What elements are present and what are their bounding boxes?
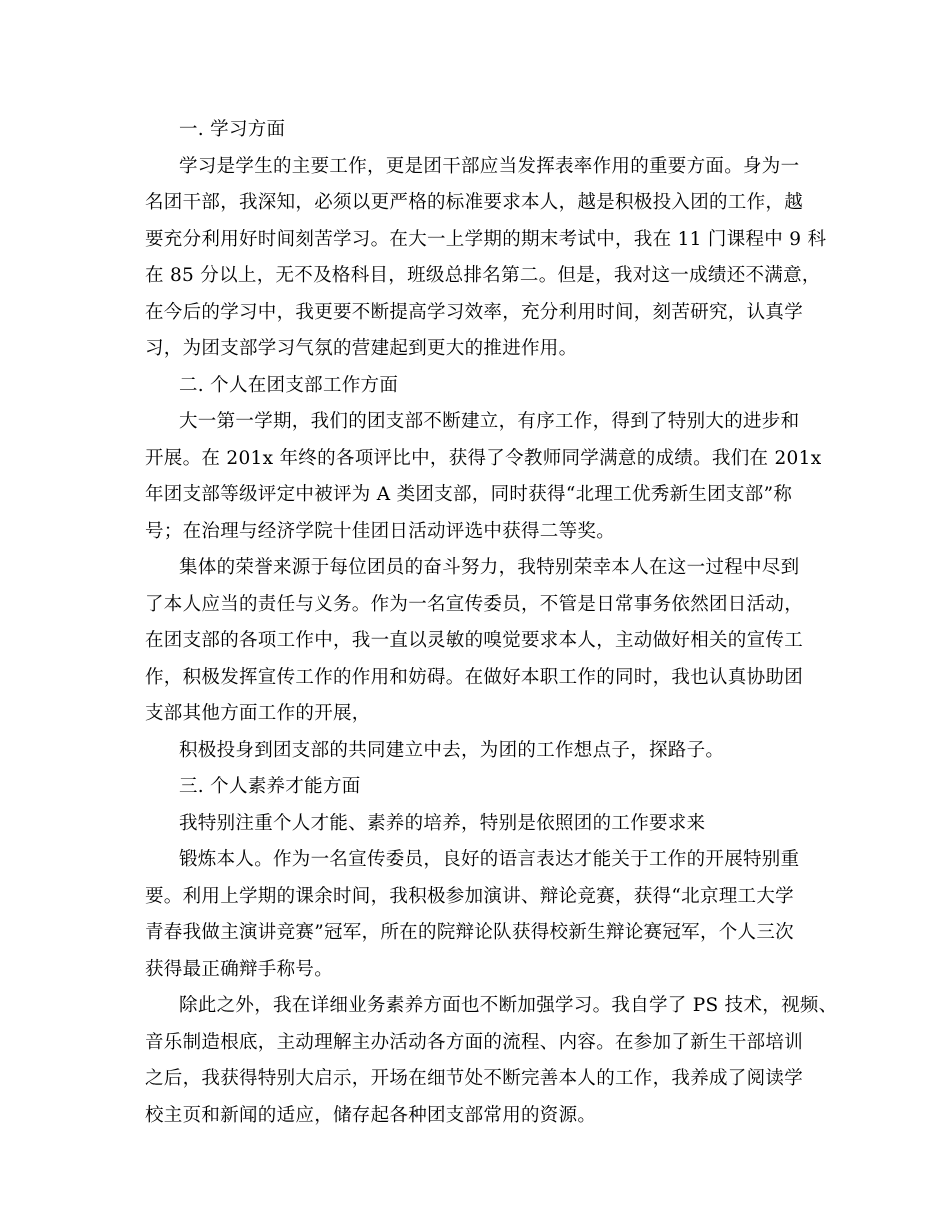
text-line: 在今后的学习中，我更要不断提高学习效率，充分利用时间，刻苦研究，认真学 (145, 301, 804, 323)
text-line: 我特别注重个人才能、素养的培养，特别是依照团的工作要求来 (179, 812, 706, 834)
text-line: 音乐制造根底，主动理解主办活动各方面的流程、内容。在参加了新生干部培训 (145, 1031, 804, 1053)
text-line: 要。利用上学期的课余时间，我积极参加演讲、辩论竞赛，获得“北京理工大学 (145, 885, 794, 907)
text-line: 三. 个人素养才能方面 (179, 776, 361, 797)
text-line: 集体的荣誉来源于每位团员的奋斗努力，我特别荣幸本人在这一过程中尽到 (179, 557, 800, 578)
text-line: 之后，我获得特别大启示，开场在细节处不断完善本人的工作，我养成了阅读学 (145, 1068, 804, 1089)
text-line: 积极投身到团支部的共同建立中去，为团的工作想点子，探路子。 (179, 739, 725, 761)
text-line: 一. 学习方面 (179, 119, 286, 140)
text-line: 习，为团支部学习气氛的营建起到更大的推进作用。 (145, 338, 578, 359)
text-line: 校主页和新闻的适应，储存起各种团支部常用的资源。 (145, 1104, 597, 1126)
text-line: 学习是学生的主要工作，更是团干部应当发挥表率作用的重要方面。身为一 (179, 155, 800, 177)
text-line: 在团支部的各项工作中，我一直以灵敏的嗅觉要求本人，主动做好相关的宣传工 (145, 630, 804, 651)
text-line: 了本人应当的责任与义务。作为一名宣传委员，不管是日常事务依然团日活动， (145, 593, 804, 615)
text-line: 获得最正确辩手称号。 (145, 958, 334, 980)
text-line: 开展。在 201x 年终的各项评比中，获得了令教师同学满意的成绩。我们在 201x (145, 447, 822, 469)
text-line: 在 85 分以上，无不及格科目，班级总排名第二。但是，我对这一成绩还不满意， (145, 265, 821, 286)
text-line: 大一第一学期，我们的团支部不断建立，有序工作，得到了特别大的进步和 (179, 411, 800, 432)
text-line: 锻炼本人。作为一名宣传委员，良好的语言表达才能关于工作的开展特别重 (179, 849, 800, 870)
text-line: 青春我做主演讲竞赛”冠军，所在的院辩论队获得校新生辩论赛冠军，个人三次 (145, 922, 794, 943)
text-line: 年团支部等级评定中被评为 A 类团支部，同时获得“北理工优秀新生团支部”称 (145, 484, 793, 505)
text-line: 二. 个人在团支部工作方面 (179, 374, 399, 396)
text-line: 名团干部，我深知，必须以更严格的标准要求本人，越是积极投入团的工作，越 (145, 192, 804, 213)
text-line: 要充分利用好时间刻苦学习。在大一上学期的期末考试中，我在 11 门课程中 9 科 (145, 228, 827, 250)
text-line: 号；在治理与经济学院十佳团日活动评选中获得二等奖。 (145, 520, 616, 542)
text-line: 作，积极发挥宣传工作的作用和妨碍。在做好本职工作的同时，我也认真协助团 (145, 666, 804, 688)
text-line: 除此之外，我在详细业务素养方面也不断加强学习。我自学了 PS 技术，视频、 (179, 995, 838, 1016)
text-line: 支部其他方面工作的开展， (145, 703, 371, 724)
